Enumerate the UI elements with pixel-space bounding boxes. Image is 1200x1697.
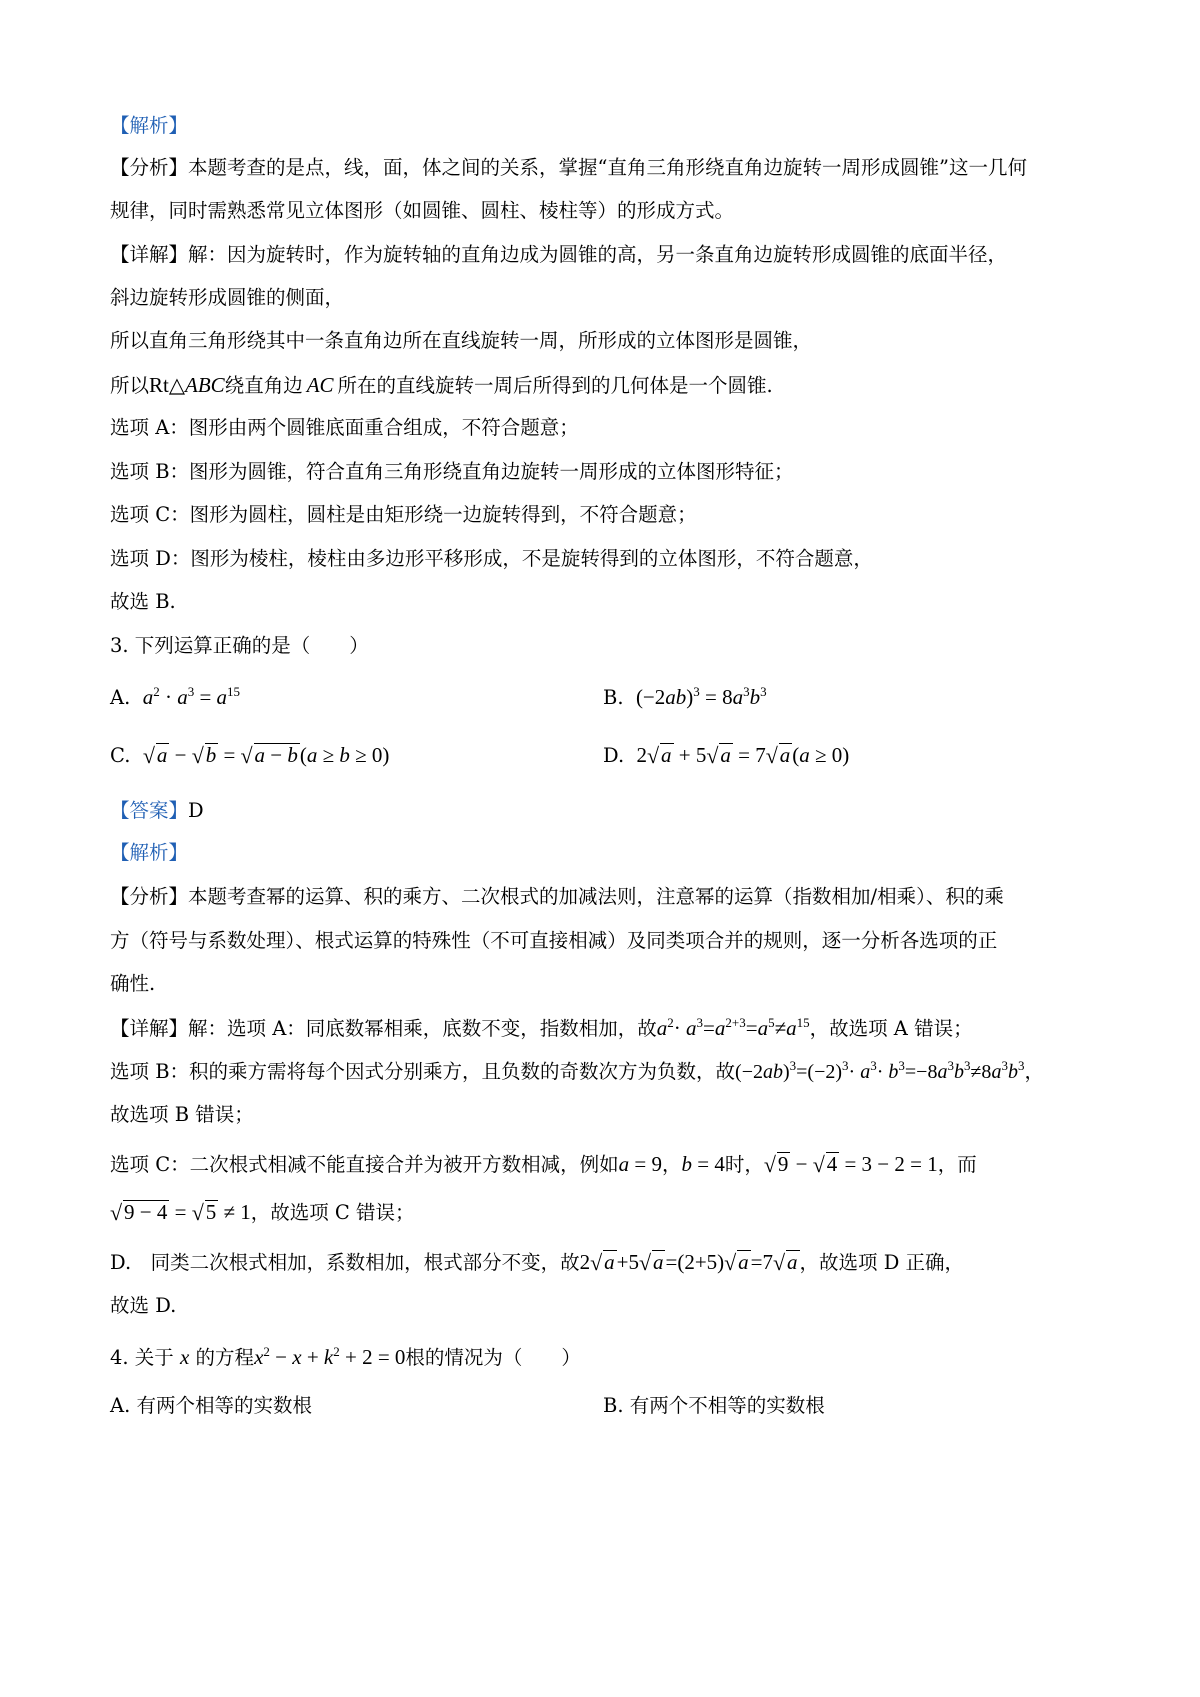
text: 所以 — [110, 374, 150, 397]
text: ，而 — [937, 1153, 977, 1176]
math-root-diff: √ 9 − √ 4 = 3 − 2 = 1 — [763, 1152, 938, 1177]
question-3-option-a — [110, 683, 240, 712]
math-a-eq-9: a = 9 — [618, 1152, 662, 1176]
detail-2-option-d — [110, 1248, 964, 1277]
option-c-math: √ a − √ b = √ a − b(a ≥ b ≥ 0) — [142, 743, 390, 768]
analysis-text: 本题考查幂的运算、积的乘方、二次根式的加减法则，注意幂的运算（指数相加/相乘）、积的乘 — [188, 885, 1004, 908]
answer-3 — [110, 797, 204, 825]
text: 解：选项 A：同底数幂相乘，底数不变，指数相加，故 — [188, 1017, 657, 1040]
text: ， — [661, 1153, 682, 1176]
detail-1-line-2: 斜边旋转形成圆锥的侧面， — [110, 286, 345, 309]
answer-tag: 【答案】 — [110, 799, 189, 822]
detail-1-line-3: 所以直角三角形绕其中一条直角边所在直线旋转一周，所形成的立体图形是圆锥， — [110, 329, 813, 352]
detail-2-option-c — [110, 1150, 977, 1179]
option-label: A. — [110, 686, 131, 709]
analysis-1-line-1 — [110, 154, 1027, 182]
text: 绕直角边 — [224, 374, 303, 397]
math-ac: AC — [306, 373, 334, 397]
analysis-tag: 【分析】 — [110, 156, 189, 179]
option-label: C. — [110, 744, 131, 767]
math-b-eq-4: b = 4 — [681, 1152, 725, 1176]
text: 选项 C：二次根式相减不能直接合并为被开方数相减，例如 — [110, 1153, 619, 1176]
detail-2-option-b-line-2: 故选项 B 错误； — [110, 1103, 254, 1126]
analysis-2-line-1 — [110, 883, 1004, 911]
text: ，故选项 C 错误； — [250, 1201, 415, 1224]
detail-2-option-c-line-2 — [110, 1198, 415, 1227]
text: ， — [1024, 1060, 1044, 1083]
math-d: 2 √ a+5 √ a=(2+5) √ a=7 √ a — [579, 1250, 798, 1275]
analysis-1-line-2: 规律，同时需熟悉常见立体图形（如圆锥、圆柱、棱柱等）的形成方式。 — [110, 199, 735, 222]
detail-2-option-b — [110, 1058, 1044, 1086]
text: 的方程 — [195, 1346, 255, 1369]
jiexi-heading-1: 【解析】 — [110, 114, 189, 137]
option-b-math: $(-2ab)^3 = 8a^3b^3$ — [635, 684, 767, 709]
jiexi-heading-2: 【解析】 — [110, 841, 189, 864]
question-3-option-d — [603, 741, 849, 770]
detail-1-line-4 — [110, 371, 773, 400]
text: ，故选项 D 正确， — [799, 1251, 965, 1274]
option-b-explanation: 选项 B：图形为圆锥，符合直角三角形绕直角边旋转一周形成的立体图形特征； — [110, 460, 794, 483]
option-c-explanation: 选项 C：图形为圆柱，圆柱是由矩形绕一边旋转得到，不符合题意； — [110, 503, 697, 526]
question-3-stem: 3. 下列运算正确的是（ ） — [110, 634, 369, 657]
math-x: x — [180, 1345, 190, 1369]
text: D. 同类二次根式相加，系数相加，根式部分不变，故 — [110, 1251, 580, 1274]
detail-1-line-1 — [110, 241, 1007, 269]
question-3-option-b — [603, 683, 767, 712]
detail-tag: 【详解】 — [110, 1017, 189, 1040]
text: 根的情况为（ ） — [405, 1346, 581, 1369]
analysis-text: 本题考查的是点，线，面，体之间的关系，掌握“直角三角形绕直角边旋转一周形成圆锥”这一几何 — [188, 156, 1027, 179]
option-label: D. — [603, 744, 625, 767]
text: ，故选项 A 错误； — [809, 1017, 973, 1040]
answer-value: D — [188, 799, 204, 822]
option-d-math: 2 √ a + 5 √ a = 7 √ a(a ≥ 0) — [636, 743, 850, 768]
math-abc: ABC — [185, 373, 225, 397]
text: 所在的直线旋转一周后所得到的几何体是一个圆锥. — [337, 374, 773, 397]
text: 时， — [724, 1153, 764, 1176]
question-3-option-c — [110, 741, 389, 770]
question-4-stem — [110, 1343, 581, 1372]
analysis-2-line-3: 确性. — [110, 972, 156, 995]
conclusion-1: 故选 B. — [110, 590, 176, 613]
analysis-2-line-2: 方（符号与系数处理）、根式运算的特殊性（不可直接相减）及同类项合并的规则，逐一分析各选项的正 — [110, 929, 998, 952]
math-rt: Rt△ — [149, 373, 186, 397]
text: 4. 关于 — [110, 1346, 174, 1369]
text: 选项 B：积的乘方需将每个因式分别乘方，且负数的奇数次方为负数，故 — [110, 1060, 736, 1083]
question-4-option-b: B. 有两个不相等的实数根 — [603, 1394, 825, 1417]
option-a-explanation: 选项 A：图形由两个圆锥底面重合组成，不符合题意； — [110, 416, 579, 439]
math-root-9-minus-4: √ 9 − 4 = √ 5 ≠ 1 — [110, 1200, 251, 1225]
question-4-option-a: A. 有两个相等的实数根 — [110, 1394, 312, 1417]
conclusion-2: 故选 D. — [110, 1294, 177, 1317]
option-label: B. — [603, 686, 624, 709]
option-a-math: $a^2 \cdot a^3 = a^{15}$ — [142, 684, 241, 709]
math-equation: $x^2 - x + k^2 + 2 = 0$ — [254, 1344, 406, 1369]
math-a: $a^2\cdot a^3=a^{2+3}=a^5\ne a^{15}$ — [656, 1015, 810, 1040]
detail-text: 解：因为旋转时，作为旋转轴的直角边成为圆锥的高，另一条直角边旋转形成圆锥的底面半径， — [188, 243, 1008, 266]
detail-tag: 【详解】 — [110, 243, 189, 266]
math-b: $(-2ab)^3=(-2)^3\cdot a^3\cdot b^3=-8a^3b^3\ne 8a^3b^3$ — [735, 1058, 1025, 1083]
detail-2-option-a — [110, 1014, 973, 1043]
option-d-explanation: 选项 D：图形为棱柱，棱柱由多边形平移形成，不是旋转得到的立体图形，不符合题意， — [110, 547, 873, 570]
analysis-tag: 【分析】 — [110, 885, 189, 908]
